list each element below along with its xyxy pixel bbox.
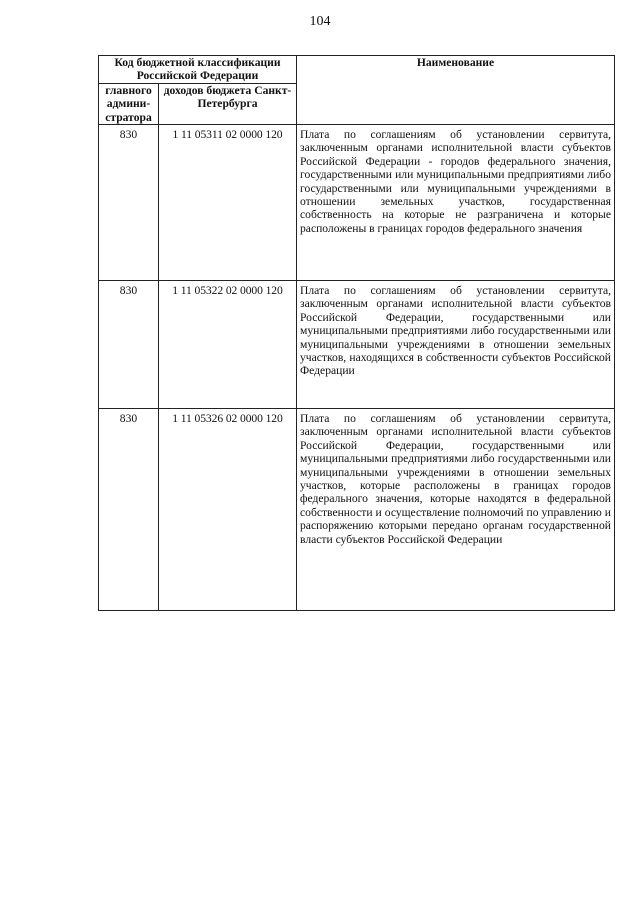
revenue-name-cell: Плата по соглашениям об установлении сервитута, заключенным органами исполнительной власти субъектов Российской Федерации, государственными или муниципальными предприятиями либо государственными или муниципальными учреждениями в отношении земельных участков, которые расположены в границах городов федерального значения, которые находятся в федеральной собственности и осуществление полномочий по управлению и распоряжению которыми передано органам государственной власти субъектов Российской Федерации xyxy=(297,409,615,611)
header-name: Наименование xyxy=(297,56,615,125)
header-row-top xyxy=(99,56,615,84)
header-chief-administrator: главного админи-стратора xyxy=(99,83,159,124)
admin-code-cell: 830 xyxy=(99,409,159,611)
table-row xyxy=(99,409,615,611)
revenue-code-cell: 1 11 05322 02 0000 120 xyxy=(159,281,297,409)
table-row xyxy=(99,125,615,281)
revenue-name-cell: Плата по соглашениям об установлении сервитута, заключенным органами исполнительной власти субъектов Российской Федерации, государственными или муниципальными предприятиями либо государственными или муниципальными учреждениями в отношении земельных участков, находящихся в собственности субъектов Российской Федерации xyxy=(297,281,615,409)
admin-code-cell: 830 xyxy=(99,281,159,409)
revenue-code-cell: 1 11 05326 02 0000 120 xyxy=(159,409,297,611)
admin-code-cell: 830 xyxy=(99,125,159,281)
revenue-name-cell: Плата по соглашениям об установлении сервитута, заключенным органами исполнительной власти субъектов Российской Федерации - городов федерального значения, государственными или муниципальными предприятиями либо государственными или муниципальными учреждениями в отношении земельных участков, государственная собственность на которые не разграничена и которые расположены в границах городов федерального значения xyxy=(297,125,615,281)
header-classification-code: Код бюджетной классификации Российской Федерации xyxy=(99,56,297,84)
budget-classification-table xyxy=(98,55,615,611)
page-number: 104 xyxy=(309,14,331,29)
revenue-code-cell: 1 11 05311 02 0000 120 xyxy=(159,125,297,281)
table-row xyxy=(99,281,615,409)
header-budget-revenue: доходов бюджета Санкт-Петербурга xyxy=(159,83,297,124)
